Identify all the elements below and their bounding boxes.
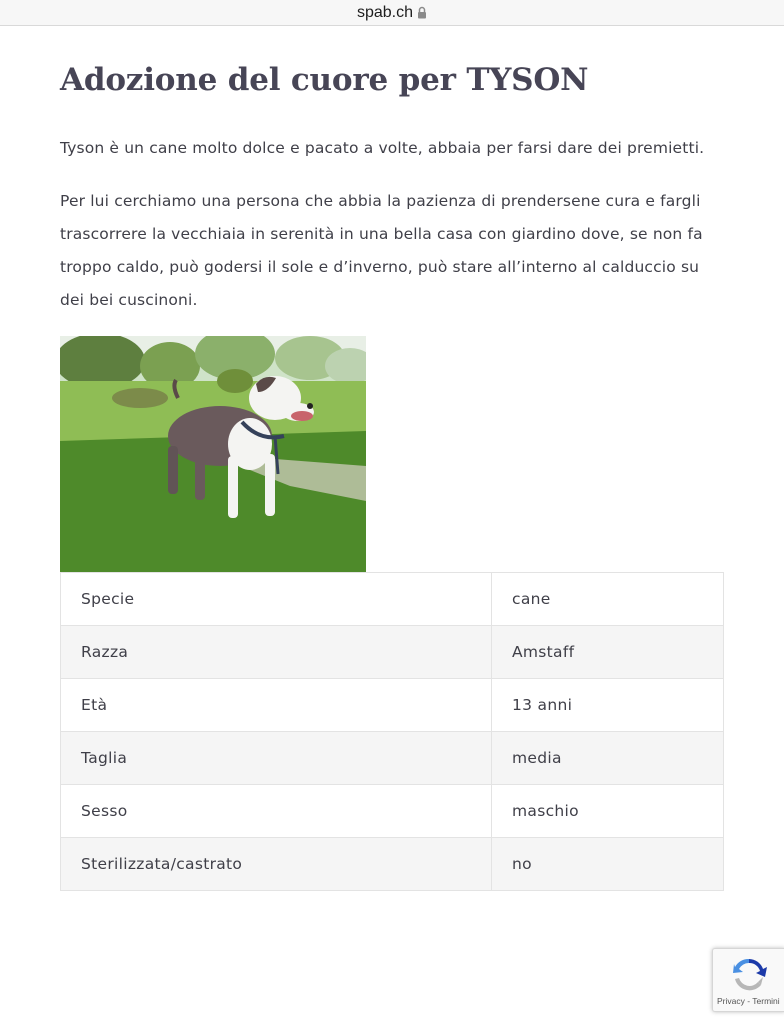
- detail-label: Razza: [61, 626, 492, 679]
- table-row: [61, 732, 724, 785]
- detail-value: maschio: [492, 785, 724, 838]
- page-title: Adozione del cuore per TYSON: [60, 62, 589, 98]
- url-domain: spab.ch: [356, 3, 414, 21]
- recaptcha-icon: [729, 955, 769, 993]
- detail-label: Sterilizzata/castrato: [61, 838, 492, 891]
- recaptcha-badge[interactable]: [712, 948, 784, 1012]
- details-table: [60, 572, 724, 891]
- detail-label: Età: [61, 679, 492, 732]
- table-row: [61, 626, 724, 679]
- description-paragraph: Per lui cerchiamo una persona che abbia la pazienza di prendersene cura e fargli trascorrere la vecchiaia in serenità in una bella casa con giardino dove, se non fa troppo caldo, può godersi il sole e d’inverno, può stare all’interno al calduccio su dei bei cuscinoni.: [60, 192, 703, 309]
- table-row: [61, 573, 724, 626]
- detail-label: Sesso: [61, 785, 492, 838]
- dog-photo[interactable]: [60, 336, 366, 572]
- table-row: [61, 785, 724, 838]
- detail-value: no: [492, 838, 724, 891]
- detail-value: cane: [492, 573, 724, 626]
- intro-paragraph: Tyson è un cane molto dolce e pacato a volte, abbaia per farsi dare dei premietti.: [60, 139, 705, 157]
- lock-icon: [417, 6, 427, 19]
- detail-value: media: [492, 732, 724, 785]
- browser-url-bar[interactable]: [0, 0, 784, 26]
- table-row: [61, 679, 724, 732]
- article: [60, 60, 724, 873]
- detail-value: 13 anni: [492, 679, 724, 732]
- detail-value: Amstaff: [492, 626, 724, 679]
- detail-label: Specie: [61, 573, 492, 626]
- detail-label: Taglia: [61, 732, 492, 785]
- table-row: [61, 838, 724, 891]
- recaptcha-links[interactable]: Privacy - Termini: [717, 996, 780, 1006]
